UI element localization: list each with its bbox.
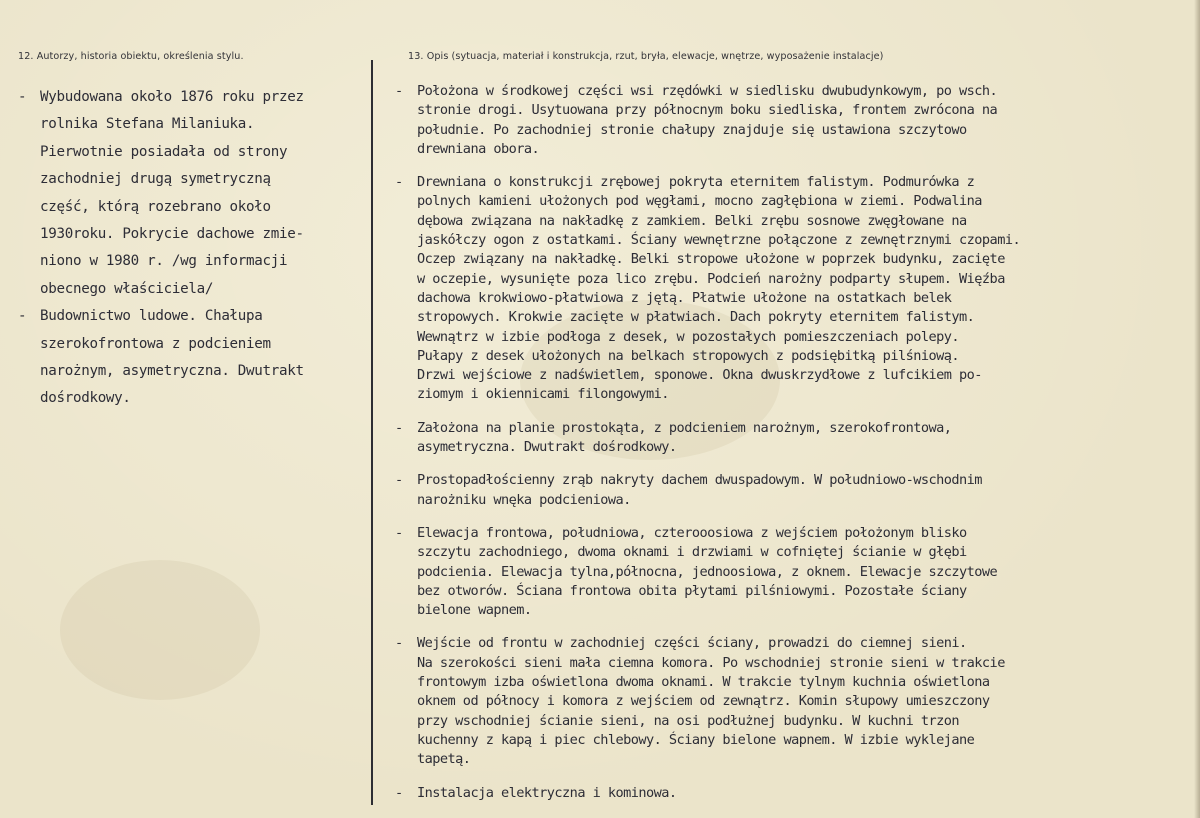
bullet-dash: - [395, 784, 403, 801]
text-line: Pułapy z desek ułożonych na belkach stropowych z podsiębitką pilśniową. [417, 347, 960, 364]
text-line: oknem od północy i komora z wejściem od zewnątrz. Komin słupowy umieszczony [417, 693, 990, 710]
bullet-dash: - [18, 308, 27, 325]
text-line: obecnego właściciela/ [40, 280, 214, 297]
bullet-dash: - [18, 89, 27, 105]
text-line: przy wschodniej ścianie sieni, na osi podłużnej budynku. W kuchni trzon [417, 712, 960, 729]
text-line: - Drewniana o konstrukcji zrębowej pokryta eternitem falistym. Podmurówka z [395, 173, 1195, 192]
text-line: narożniku wnęka podcieniowa. [417, 491, 631, 508]
installations-entry [395, 784, 1195, 803]
text-line: stropowych. Krokwie zacięte w płatwiach. Dach pokryty eternitem falistym. [417, 309, 975, 326]
plan-entry [395, 419, 1195, 458]
text-line: drewniana obora. [417, 140, 540, 157]
construction-entry [395, 173, 1195, 405]
form-entry [395, 471, 1195, 510]
text-line: Pierwotnie posiadała od strony [40, 143, 288, 160]
text-line: dębowa związana na nakładkę z zamkiem. Belki zrębu sosnowe zwęgłowane na [417, 212, 967, 229]
text-line: niono w 1980 r. /wg informacji [40, 253, 288, 270]
text-line: kuchenny z kapą i piec chlebowy. Ściany bielone wapnem. W izbie wyklejane [417, 731, 975, 748]
text-line: asymetryczna. Dwutrakt dośrodkowy. [417, 439, 677, 456]
history-entry [18, 84, 363, 303]
column-divider [371, 60, 373, 805]
text-line: szczytu zachodniego, dwoma oknami i drzwiami w cofniętej ścianie w głębi [417, 544, 967, 561]
text-line: - Wejście od frontu w zachodniej części ściany, prowadzi do ciemnej sieni. [395, 634, 1195, 653]
bullet-dash: - [395, 524, 403, 541]
left-column-heading: 12. Autorzy, historia obiektu, określenia stylu. [18, 51, 244, 62]
text-line: stronie drogi. Usytuowana przy północnym boku siedliska, frontem zwrócona na [417, 102, 998, 119]
text-line: Na szerokości sieni mała ciemna komora. Po wschodniej stronie sieni w trakcie [417, 654, 1005, 671]
elevations-entry [395, 524, 1195, 620]
text-line: ziomym i okiennicami filongowymi. [417, 386, 669, 403]
paper-stain [60, 560, 260, 700]
text-line: frontowym izba oświetlona dwoma oknami. W trakcie tylnym kuchnia oświetlona [417, 674, 990, 691]
bullet-dash: - [395, 83, 403, 99]
text-line: południe. Po zachodniej stronie chałupy znajduje się ustawiona szczytowo [417, 121, 967, 138]
bullet-dash: - [395, 419, 403, 436]
text-line: zachodniej drugą symetryczną [40, 171, 271, 188]
text-line: Wewnątrz w izbie podłoga z desek, w pozostałych pomieszczeniach polepy. [417, 328, 960, 345]
text-line: - Położona w środkowej części wsi rzędówki w siedlisku dwubudynkowym, po wsch. [395, 82, 1195, 101]
paper-edge [1194, 0, 1200, 818]
text-line: dachowa krokwiowo-płatwiowa z jętą. Płatwie ułożone na ostatkach belek [417, 289, 952, 306]
text-line: podcienia. Elewacja tylna,północna, jednoosiowa, z oknem. Elewacje szczytowe [417, 563, 998, 580]
interior-entry [395, 634, 1195, 769]
situation-entry [395, 82, 1195, 159]
bullet-dash: - [395, 472, 403, 489]
text-line: w oczepie, wysunięte poza lico zrębu. Podcień narożny podparty słupem. Więźba [417, 270, 1005, 287]
text-line: bez otworów. Ściana frontowa obita płytami pilśniowymi. Pozostałe ściany [417, 582, 967, 599]
text-line: tapetą. [417, 751, 471, 768]
text-line: narożnym, asymetryczna. Dwutrakt [40, 362, 304, 379]
text-line: jaskółczy ogon z ostatkami. Ściany wewnętrzne połączone z zewnętrznymi czopami. [417, 232, 1021, 249]
text-line: - Założona na planie prostokąta, z podcieniem narożnym, szerokofrontowa, [395, 419, 1195, 438]
right-column-heading: 13. Opis (sytuacja, materiał i konstrukcja, rzut, bryła, elewacje, wnętrze, wyposażenie instalacje) [408, 51, 884, 62]
text-line: - Elewacja frontowa, południowa, czterooosiowa z wejściem położonym blisko [395, 524, 1195, 543]
text-line: - Instalacja elektryczna i kominowa. [395, 784, 1195, 803]
text-line: polnych kamieni ułożonych pod węgłami, mocno zagłębiona w ziemi. Podwalina [417, 193, 982, 210]
style-entry [18, 303, 363, 413]
text-line: Oczep związany na nakładkę. Belki stropowe ułożone w poprzek budynku, zacięte [417, 251, 1005, 268]
text-line: 1930roku. Pokrycie dachowe zmie- [40, 225, 304, 242]
left-column-text [18, 84, 363, 413]
text-line: rolnika Stefana Milaniuka. [40, 116, 255, 133]
text-line: - Prostopadłościenny zrąb nakryty dachem dwuspadowym. W południowo-wschodnim [395, 471, 1195, 490]
text-line: dośrodkowy. [40, 390, 131, 407]
bullet-dash: - [395, 174, 403, 191]
text-line: bielone wapnem. [417, 602, 532, 619]
text-line: - Budownictwo ludowe. Chałupa [18, 303, 363, 330]
right-column-text [395, 82, 1195, 817]
bullet-dash: - [395, 635, 403, 652]
text-line: - Wybudowana około 1876 roku przez [18, 84, 363, 111]
text-line: szerokofrontowa z podcieniem [40, 335, 271, 352]
text-line: Drzwi wejściowe z nadświetlem, sponowe. Okna dwuskrzydłowe z lufcikiem po- [417, 367, 982, 384]
text-line: część, którą rozebrano około [40, 198, 271, 215]
